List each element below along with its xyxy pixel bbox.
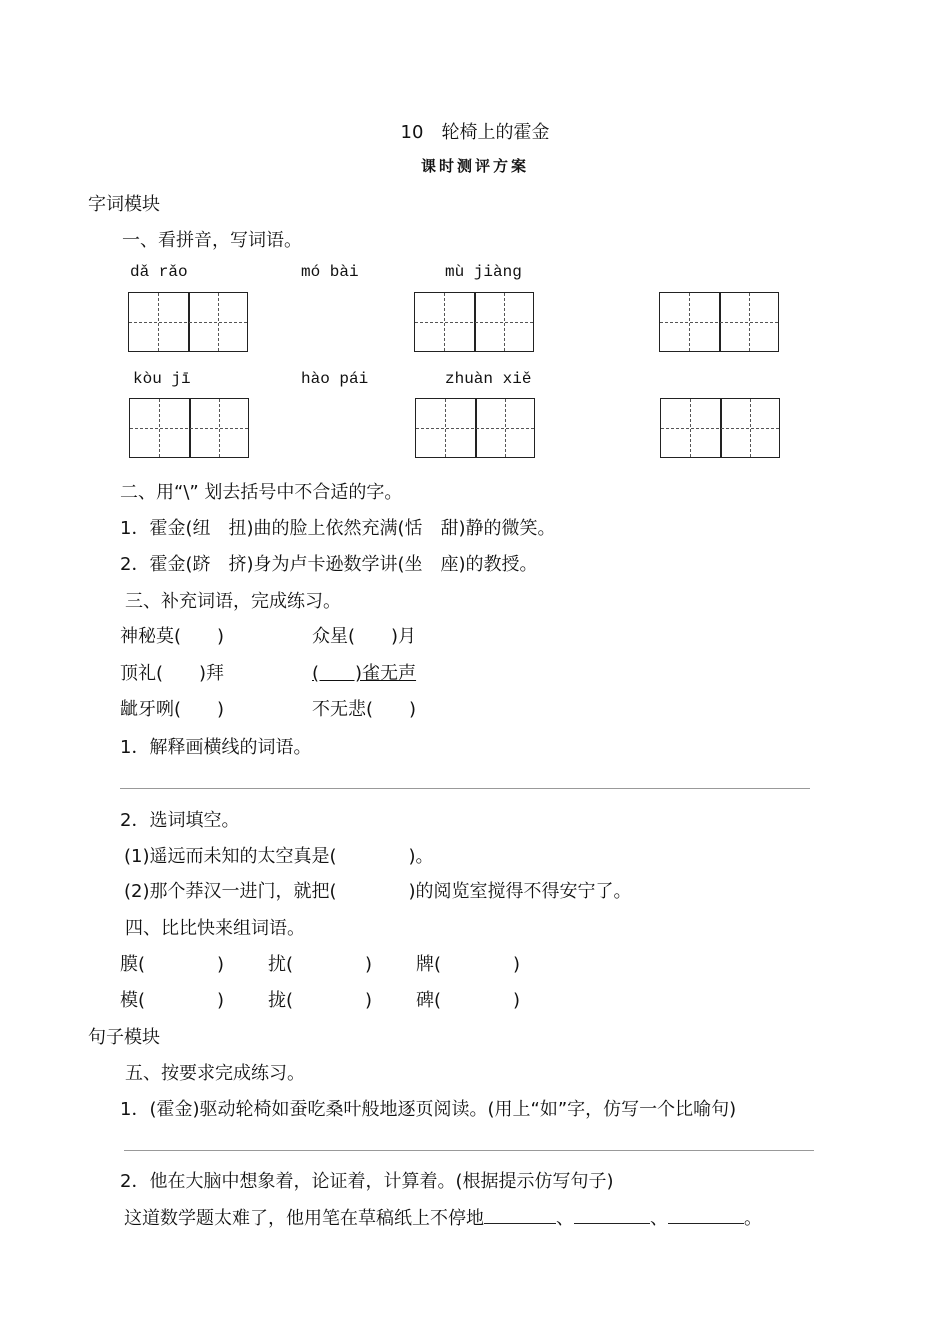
sentence-end: 。: [744, 1208, 762, 1229]
q5-heading: 五、按要求完成练习。: [125, 1063, 305, 1084]
idiom-1: 神秘莫( ): [120, 626, 225, 647]
idiom-3: 顶礼( )拜: [120, 663, 225, 684]
q1-heading: 一、看拼音，写词语。: [122, 230, 302, 251]
q3-heading: 三、补充词语，完成练习。: [125, 591, 341, 612]
q2-item-2: 2．霍金(跻 挤)身为卢卡逊数学讲(坐 座)的教授。: [120, 554, 538, 575]
writing-grid-6[interactable]: [660, 398, 780, 458]
q3-fill-2: (2)那个莽汉一进门，就把( )的阅览室搅得不得安宁了。: [124, 881, 632, 902]
idiom-6: 不无悲( ): [312, 699, 417, 720]
word-group-2: 扰( ): [268, 954, 373, 975]
word-group-6: 碑( ): [416, 990, 521, 1011]
q2-heading: 二、用“\” 划去括号中不合适的字。: [120, 482, 403, 503]
answer-blank-2[interactable]: [574, 1205, 650, 1224]
pinyin-6: zhuàn xiě: [445, 370, 532, 388]
writing-grid-4[interactable]: [129, 398, 249, 458]
word-group-4: 模( ): [120, 990, 225, 1011]
q5-item-2-prompt: [124, 1204, 762, 1230]
q4-heading: 四、比比快来组词语。: [125, 918, 305, 939]
page-title: 10 轮椅上的霍金: [400, 122, 550, 143]
separator-2: 、: [650, 1208, 668, 1229]
answer-blank-3[interactable]: [668, 1205, 744, 1224]
pinyin-1: dǎ rǎo: [130, 263, 188, 281]
idiom-5: 龇牙咧( ): [120, 699, 225, 720]
q5-item-2: 2．他在大脑中想象着，论证着，计算着。(根据提示仿写句子): [120, 1171, 614, 1192]
separator-1: 、: [556, 1208, 574, 1229]
q2-item-1: 1．霍金(纽 扭)曲的脸上依然充满(恬 甜)静的微笑。: [120, 518, 556, 539]
writing-grid-1[interactable]: [128, 292, 248, 352]
q3-sub-1: 1．解释画横线的词语。: [120, 737, 312, 758]
writing-grid-5[interactable]: [415, 398, 535, 458]
pinyin-3: mù jiàng: [445, 263, 522, 281]
pinyin-5: hào pái: [301, 370, 369, 388]
answer-blank-1[interactable]: [484, 1205, 556, 1224]
idiom-2: 众星( )月: [312, 626, 417, 647]
q5-item-1: 1．(霍金)驱动轮椅如蚕吃桑叶般地逐页阅读。(用上“如”字，仿写一个比喻句): [120, 1099, 737, 1120]
answer-line-1[interactable]: [120, 788, 810, 789]
writing-grid-2[interactable]: [414, 292, 534, 352]
pinyin-4: kòu jī: [133, 370, 191, 388]
module-heading-sentences: 句子模块: [88, 1027, 160, 1048]
page-subtitle: 课时测评方案: [420, 157, 529, 175]
prompt-text: 这道数学题太难了，他用笔在草稿纸上不停地: [124, 1208, 484, 1229]
answer-line-2[interactable]: [124, 1150, 814, 1151]
word-group-5: 拢( ): [268, 990, 373, 1011]
word-group-1: 膜( ): [120, 954, 225, 975]
word-group-3: 牌( ): [416, 954, 521, 975]
writing-grid-3[interactable]: [659, 292, 779, 352]
q3-sub-2: 2．选词填空。: [120, 810, 240, 831]
q3-fill-1: (1)遥远而未知的太空真是( )。: [124, 846, 434, 867]
pinyin-2: mó bài: [301, 263, 359, 281]
idiom-4-underlined: ( )雀无声: [312, 663, 417, 684]
module-heading-words: 字词模块: [88, 194, 160, 215]
